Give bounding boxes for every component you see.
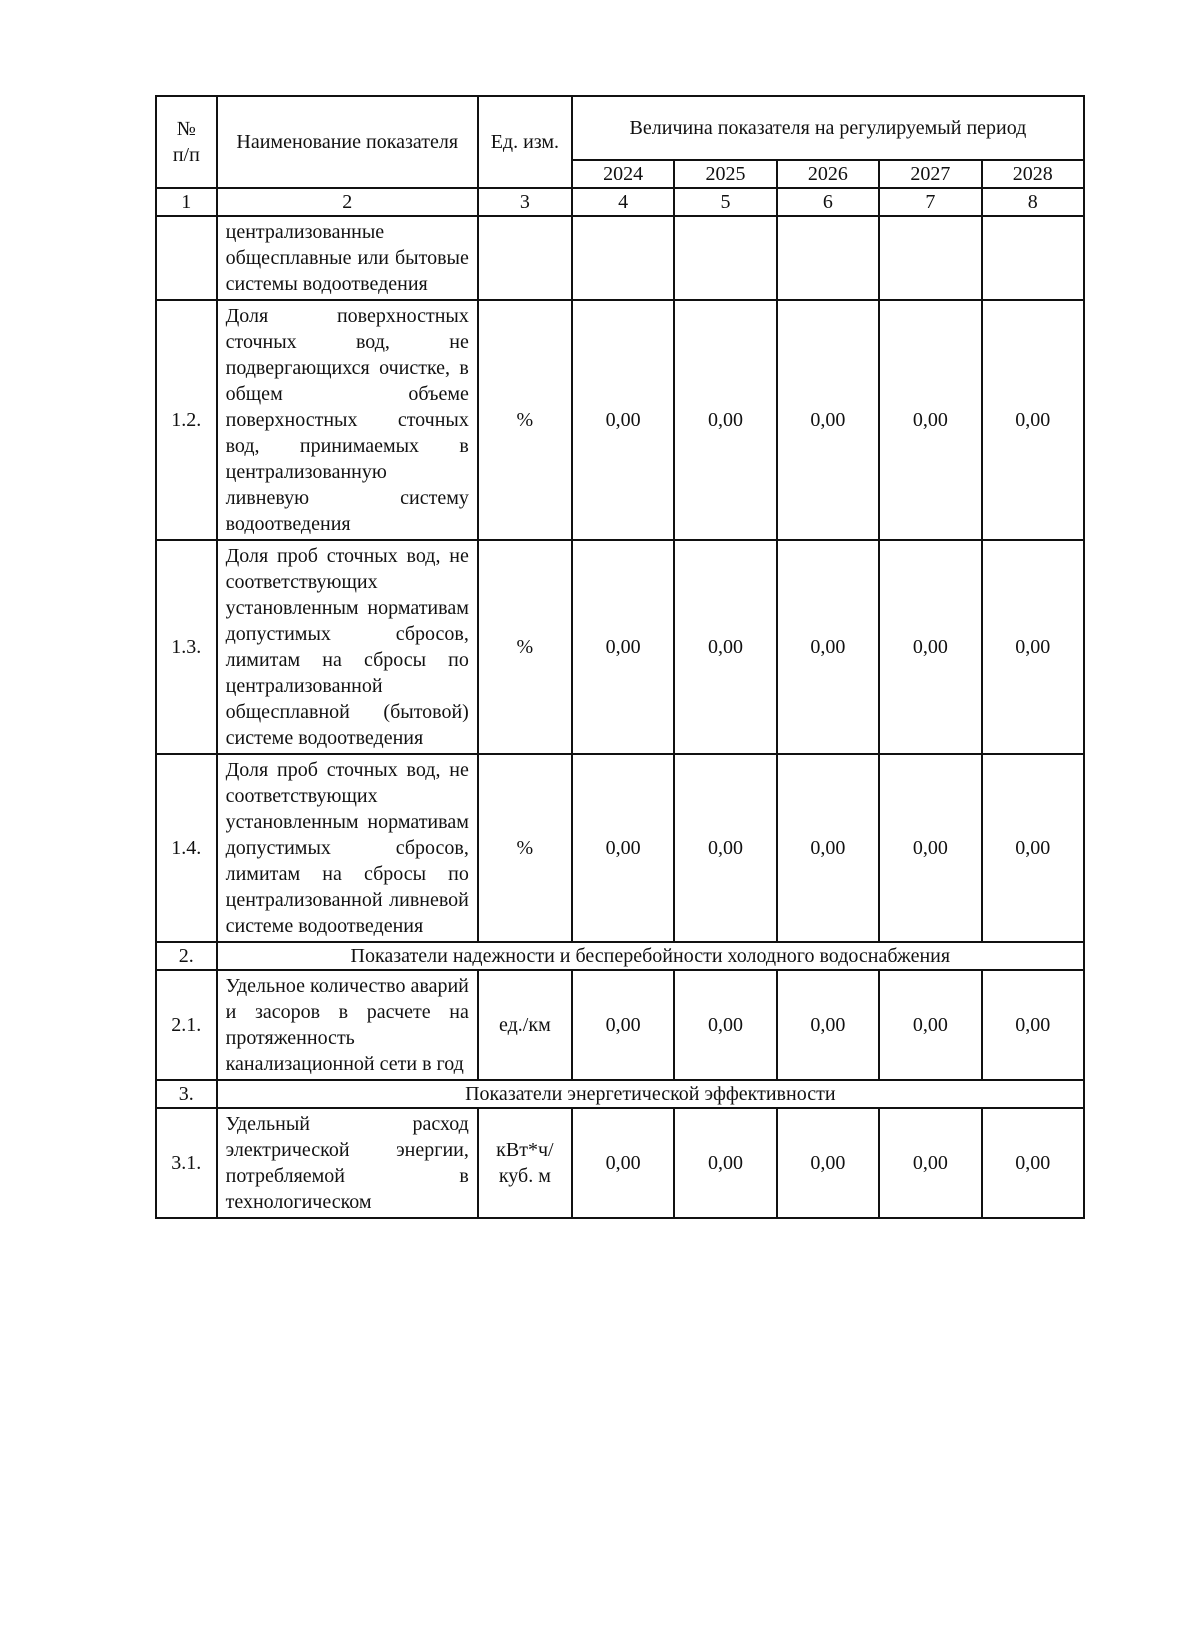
- value-cell: [674, 216, 776, 300]
- header-unit: Ед. изм.: [478, 96, 572, 188]
- section-row: [156, 942, 1084, 970]
- row-number: 1.4.: [156, 754, 217, 942]
- unit-cell: [478, 216, 572, 300]
- unit-cell: ед./км: [478, 970, 572, 1080]
- column-number: 5: [674, 188, 776, 216]
- value-cell: 0,00: [982, 754, 1084, 942]
- value-cell: 0,00: [572, 1108, 674, 1218]
- row-number: [156, 216, 217, 300]
- table-row: [156, 754, 1084, 942]
- value-cell: 0,00: [982, 970, 1084, 1080]
- row-number: 1.3.: [156, 540, 217, 754]
- section-title: Показатели надежности и бесперебойности холодного водоснабжения: [217, 942, 1084, 970]
- column-number: 3: [478, 188, 572, 216]
- unit-cell: кВт*ч/ куб. м: [478, 1108, 572, 1218]
- indicator-name: Удельное количество аварий и засоров в расчете на протяженность канализационной сети в год: [217, 970, 478, 1080]
- value-cell: 0,00: [674, 540, 776, 754]
- unit-cell: %: [478, 300, 572, 540]
- value-cell: [879, 216, 981, 300]
- table-row: [156, 1108, 1084, 1218]
- column-number: 7: [879, 188, 981, 216]
- value-cell: 0,00: [982, 540, 1084, 754]
- table-row: [156, 970, 1084, 1080]
- value-cell: 0,00: [674, 970, 776, 1080]
- value-cell: 0,00: [777, 754, 879, 942]
- value-cell: 0,00: [572, 300, 674, 540]
- column-number: 4: [572, 188, 674, 216]
- section-title: Показатели энергетической эффективности: [217, 1080, 1084, 1108]
- column-number: 2: [217, 188, 478, 216]
- value-cell: 0,00: [777, 970, 879, 1080]
- indicator-name: Удельный расход электрической энергии, потребляемой в технологическом: [217, 1108, 478, 1218]
- header-period: Величина показателя на регулируемый период: [572, 96, 1084, 160]
- value-cell: 0,00: [777, 300, 879, 540]
- column-number: 8: [982, 188, 1084, 216]
- value-cell: 0,00: [879, 540, 981, 754]
- header-year: 2026: [777, 160, 879, 188]
- indicator-name: Доля поверхностных сточных вод, не подвергающихся очистке, в общем объеме поверхностных сточных вод, принимаемых в централизованную ливневую систему водоотведения: [217, 300, 478, 540]
- value-cell: 0,00: [879, 970, 981, 1080]
- section-number: 3.: [156, 1080, 217, 1108]
- value-cell: 0,00: [982, 300, 1084, 540]
- value-cell: 0,00: [572, 540, 674, 754]
- header-year: 2027: [879, 160, 981, 188]
- indicator-name: Доля проб сточных вод, не соответствующих установленным нормативам допустимых сбросов, лимитам на сбросы по централизованной общесплавной (бытовой) системе водоотведения: [217, 540, 478, 754]
- indicator-name: Доля проб сточных вод, не соответствующих установленным нормативам допустимых сбросов, лимитам на сбросы по централизованной ливневой системе водоотведения: [217, 754, 478, 942]
- section-row: [156, 1080, 1084, 1108]
- header-row: [156, 96, 1084, 160]
- value-cell: 0,00: [674, 300, 776, 540]
- unit-cell: %: [478, 540, 572, 754]
- value-cell: [777, 216, 879, 300]
- header-num: № п/п: [156, 96, 217, 188]
- value-cell: 0,00: [674, 754, 776, 942]
- row-number: 2.1.: [156, 970, 217, 1080]
- column-number: 1: [156, 188, 217, 216]
- value-cell: [572, 216, 674, 300]
- row-number: 1.2.: [156, 300, 217, 540]
- value-cell: 0,00: [879, 300, 981, 540]
- header-year: 2028: [982, 160, 1084, 188]
- value-cell: 0,00: [777, 540, 879, 754]
- header-year: 2025: [674, 160, 776, 188]
- table-row: [156, 300, 1084, 540]
- value-cell: 0,00: [982, 1108, 1084, 1218]
- table-row: [156, 540, 1084, 754]
- indicators-table: [155, 95, 1085, 1219]
- value-cell: 0,00: [572, 970, 674, 1080]
- value-cell: 0,00: [879, 754, 981, 942]
- column-number-row: [156, 188, 1084, 216]
- header-name: Наименование показателя: [217, 96, 478, 188]
- value-cell: 0,00: [674, 1108, 776, 1218]
- value-cell: 0,00: [777, 1108, 879, 1218]
- header-year: 2024: [572, 160, 674, 188]
- unit-cell: %: [478, 754, 572, 942]
- value-cell: [982, 216, 1084, 300]
- indicator-name: централизованные общесплавные или бытовые системы водоотведения: [217, 216, 478, 300]
- table-row: [156, 216, 1084, 300]
- value-cell: 0,00: [879, 1108, 981, 1218]
- column-number: 6: [777, 188, 879, 216]
- section-number: 2.: [156, 942, 217, 970]
- value-cell: 0,00: [572, 754, 674, 942]
- row-number: 3.1.: [156, 1108, 217, 1218]
